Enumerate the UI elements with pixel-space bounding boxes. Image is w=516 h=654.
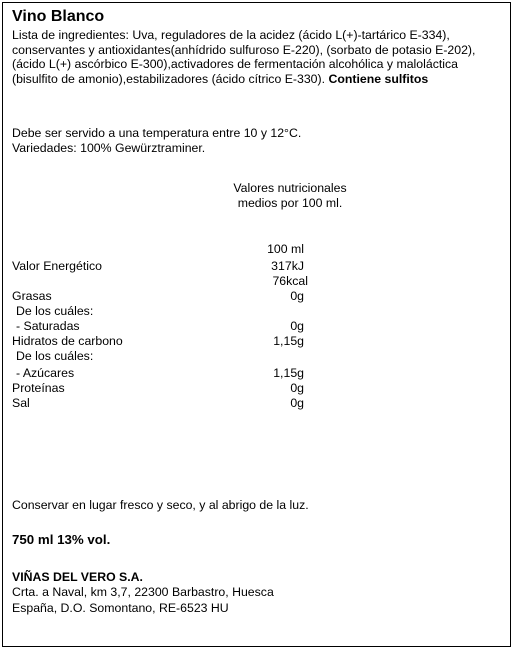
allergen-warning: Contiene sulfitos xyxy=(328,71,429,86)
nutrition-heading-line1: Valores nutricionales xyxy=(233,181,347,195)
sugars-value: 1,15g xyxy=(273,366,304,380)
salt-value: 0g xyxy=(290,396,304,410)
serving-info xyxy=(12,126,301,156)
ingredients-text: Lista de ingredientes: Uva, reguladores de la acidez (ácido L(+)-tartárico E-334), conservantes y antioxidantes(anhídrido sulfuroso E-220), (sorbato de potasio E-202), (ácido L(+) ascórbico E-300),activadores de fermentación alcohólica y maloláctica (bisulfito de amonio),estabilizadores (ácido cítrico E-330). xyxy=(12,28,476,86)
serving-temperature: Debe ser servido a una temperatura entre 10 y 12°C. xyxy=(12,126,302,140)
sugars-label: - Azúcares xyxy=(16,366,75,380)
producer-origin: España, D.O. Somontano, RE-6523 HU xyxy=(12,601,229,615)
ingredients-list xyxy=(12,28,498,86)
energy-kcal-value: 76kcal xyxy=(272,274,308,288)
nutrition-heading xyxy=(216,181,364,211)
storage-instructions: Conservar en lugar fresco y seco, y al abrigo de la luz. xyxy=(12,498,309,512)
saturated-fat-value: 0g xyxy=(290,319,304,333)
protein-value: 0g xyxy=(290,381,304,395)
fat-of-which-label: De los cuáles: xyxy=(16,304,94,318)
saturated-fat-label: - Saturadas xyxy=(16,319,80,333)
fat-label: Grasas xyxy=(12,289,52,303)
producer-name: VIÑAS DEL VERO S.A. xyxy=(12,570,143,584)
grape-variety: Variedades: 100% Gewürztraminer. xyxy=(12,141,206,155)
carbohydrates-label: Hidratos de carbono xyxy=(12,334,123,348)
nutrition-heading-line2: medios por 100 ml. xyxy=(237,196,343,210)
salt-label: Sal xyxy=(12,396,30,410)
carbs-of-which-label: De los cuáles: xyxy=(16,349,94,363)
producer-address: Crta. a Naval, km 3,7, 22300 Barbastro, Huesca xyxy=(12,585,274,599)
fat-value: 0g xyxy=(290,289,304,303)
volume-alcohol: 750 ml 13% vol. xyxy=(12,532,111,547)
energy-label: Valor Energético xyxy=(12,259,102,273)
protein-label: Proteínas xyxy=(12,381,65,395)
product-title: Vino Blanco xyxy=(12,8,105,25)
carbohydrates-value: 1,15g xyxy=(273,334,304,348)
nutrition-column-header: 100 ml xyxy=(267,242,304,256)
energy-kj-value: 317kJ xyxy=(271,259,304,273)
